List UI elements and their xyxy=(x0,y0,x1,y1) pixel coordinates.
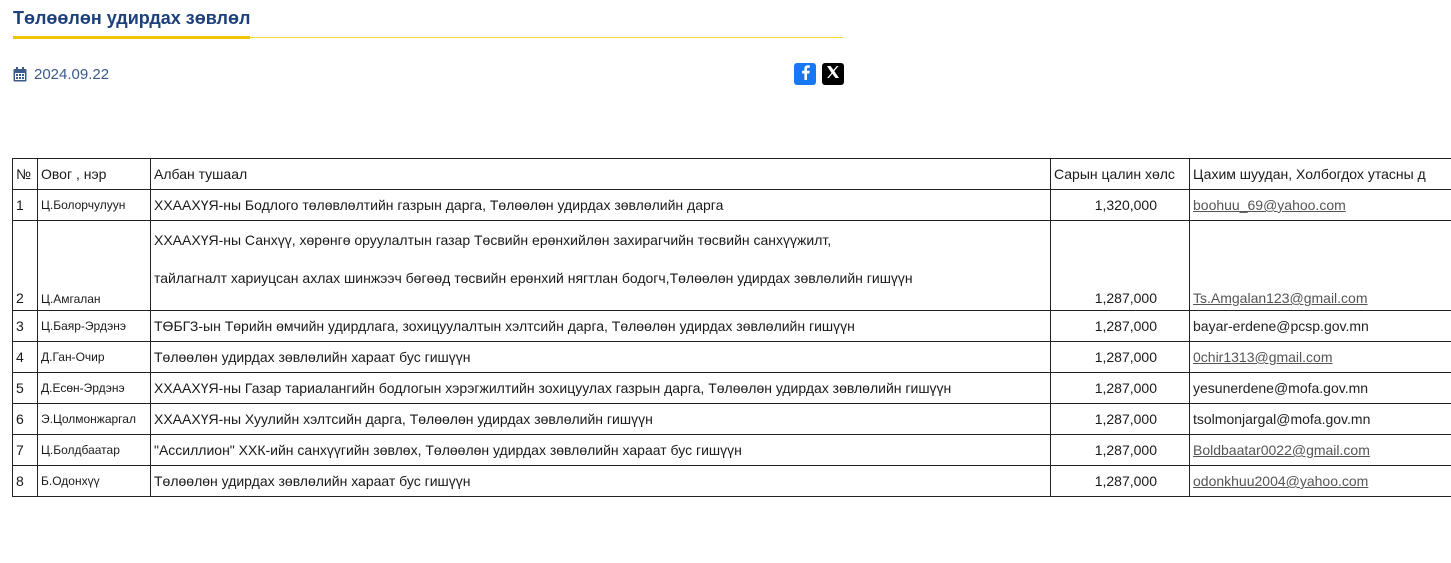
member-position: Төлөөлөн удирдах зөвлөлийн хараат бус гишүүн xyxy=(151,342,1051,373)
email-link[interactable]: Ts.Amgalan123@gmail.com xyxy=(1193,290,1368,306)
member-name: Ц.Болорчулуун xyxy=(38,190,151,221)
table-row xyxy=(13,435,1451,466)
email-link[interactable]: odonkhuu2004@yahoo.com xyxy=(1193,473,1369,489)
member-name: Ц.Баяр-Эрдэнэ xyxy=(38,311,151,342)
table-row xyxy=(13,404,1451,435)
member-name: Ц.Амгалан xyxy=(38,221,151,311)
member-name: Б.Одонхүү xyxy=(38,466,151,497)
member-contact xyxy=(1190,190,1451,221)
header-salary: Сарын цалин хөлс xyxy=(1051,159,1190,190)
header-contact: Цахим шуудан, Холбогдох утасны д xyxy=(1190,159,1451,190)
member-salary: 1,287,000 xyxy=(1051,342,1190,373)
member-contact xyxy=(1190,342,1451,373)
email-link[interactable]: Boldbaatar0022@gmail.com xyxy=(1193,442,1370,458)
header-name: Овог , нэр xyxy=(38,159,151,190)
x-share-button[interactable] xyxy=(822,63,844,85)
row-number: 5 xyxy=(13,373,38,404)
row-number: 6 xyxy=(13,404,38,435)
member-position-line: тайлагналт хариуцсан ахлах шинжээч бөгөөд төсвийн ерөнхий нягтлан бодогч,Төлөөлөн удирдах зөвлөлийн гишүүн xyxy=(154,270,913,286)
member-position-line: ХХААХҮЯ-ны Санхүү, хөрөнгө оруулалтын газар Төсвийн ерөнхийлөн захирагчийн төсвийн санхүүжилт, xyxy=(154,232,832,248)
member-contact xyxy=(1190,466,1451,497)
board-members-table xyxy=(12,158,1451,497)
member-position: "Ассиллион" ХХК-ийн санхүүгийн зөвлөх, Төлөөлөн удирдах зөвлөлийн хараат бус гишүүн xyxy=(151,435,1051,466)
page-title: Төлөөлөн удирдах зөвлөл xyxy=(13,8,250,39)
member-position: ХХААХҮЯ-ны Хуулийн хэлтсийн дарга, Төлөөлөн удирдах зөвлөлийн гишүүн xyxy=(151,404,1051,435)
header-number: № xyxy=(13,159,38,190)
table-header-row xyxy=(13,159,1451,190)
member-position: Төлөөлөн удирдах зөвлөлийн хараат бус гишүүн xyxy=(151,466,1051,497)
member-salary: 1,287,000 xyxy=(1051,435,1190,466)
member-email: bayar-erdene@pcsp.gov.mn xyxy=(1190,311,1451,342)
member-salary: 1,287,000 xyxy=(1051,466,1190,497)
row-number: 7 xyxy=(13,435,38,466)
member-position: ХХААХҮЯ-ны Бодлого төлөвлөлтийн газрын дарга, Төлөөлөн удирдах зөвлөлийн дарга xyxy=(151,190,1051,221)
post-date: 2024.09.22 xyxy=(34,66,110,83)
member-name: Ц.Болдбаатар xyxy=(38,435,151,466)
facebook-share-button[interactable] xyxy=(794,63,816,85)
row-number: 2 xyxy=(13,221,38,311)
row-number: 1 xyxy=(13,190,38,221)
member-name: Д.Есөн-Эрдэнэ xyxy=(38,373,151,404)
table-row xyxy=(13,190,1451,221)
table-row xyxy=(13,373,1451,404)
member-contact xyxy=(1190,221,1451,311)
header-position: Албан тушаал xyxy=(151,159,1051,190)
member-salary: 1,287,000 xyxy=(1051,373,1190,404)
table-row xyxy=(13,221,1451,311)
title-bar xyxy=(13,0,843,38)
facebook-icon xyxy=(798,64,812,85)
member-email: yesunerdene@mofa.gov.mn xyxy=(1190,373,1451,404)
member-position xyxy=(151,221,1051,311)
member-name: Э.Цолмонжаргал xyxy=(38,404,151,435)
x-twitter-icon xyxy=(826,65,840,84)
row-number: 8 xyxy=(13,466,38,497)
member-salary: 1,287,000 xyxy=(1051,404,1190,435)
table-row xyxy=(13,342,1451,373)
row-number: 3 xyxy=(13,311,38,342)
member-position: ХХААХҮЯ-ны Газар тариалангийн бодлогын хэрэгжилтийн зохицуулах газрын дарга, Төлөөлөн удирдах зөвлөлийн гишүүн xyxy=(151,373,1051,404)
member-salary: 1,287,000 xyxy=(1051,221,1190,311)
share-buttons xyxy=(794,63,844,85)
member-salary: 1,320,000 xyxy=(1051,190,1190,221)
member-email: tsolmonjargal@mofa.gov.mn xyxy=(1190,404,1451,435)
member-salary: 1,287,000 xyxy=(1051,311,1190,342)
row-number: 4 xyxy=(13,342,38,373)
email-link[interactable]: 0chir1313@gmail.com xyxy=(1193,349,1333,365)
date-row xyxy=(13,66,109,83)
member-name: Д.Ган-Очир xyxy=(38,342,151,373)
member-contact xyxy=(1190,435,1451,466)
table-row xyxy=(13,466,1451,497)
email-link[interactable]: boohuu_69@yahoo.com xyxy=(1193,197,1346,213)
table-row xyxy=(13,311,1451,342)
calendar-icon xyxy=(13,67,27,82)
member-position: ТӨБГЗ-ын Төрийн өмчийн удирдлага, зохицуулалтын хэлтсийн дарга, Төлөөлөн удирдах зөвлөлийн гишүүн xyxy=(151,311,1051,342)
